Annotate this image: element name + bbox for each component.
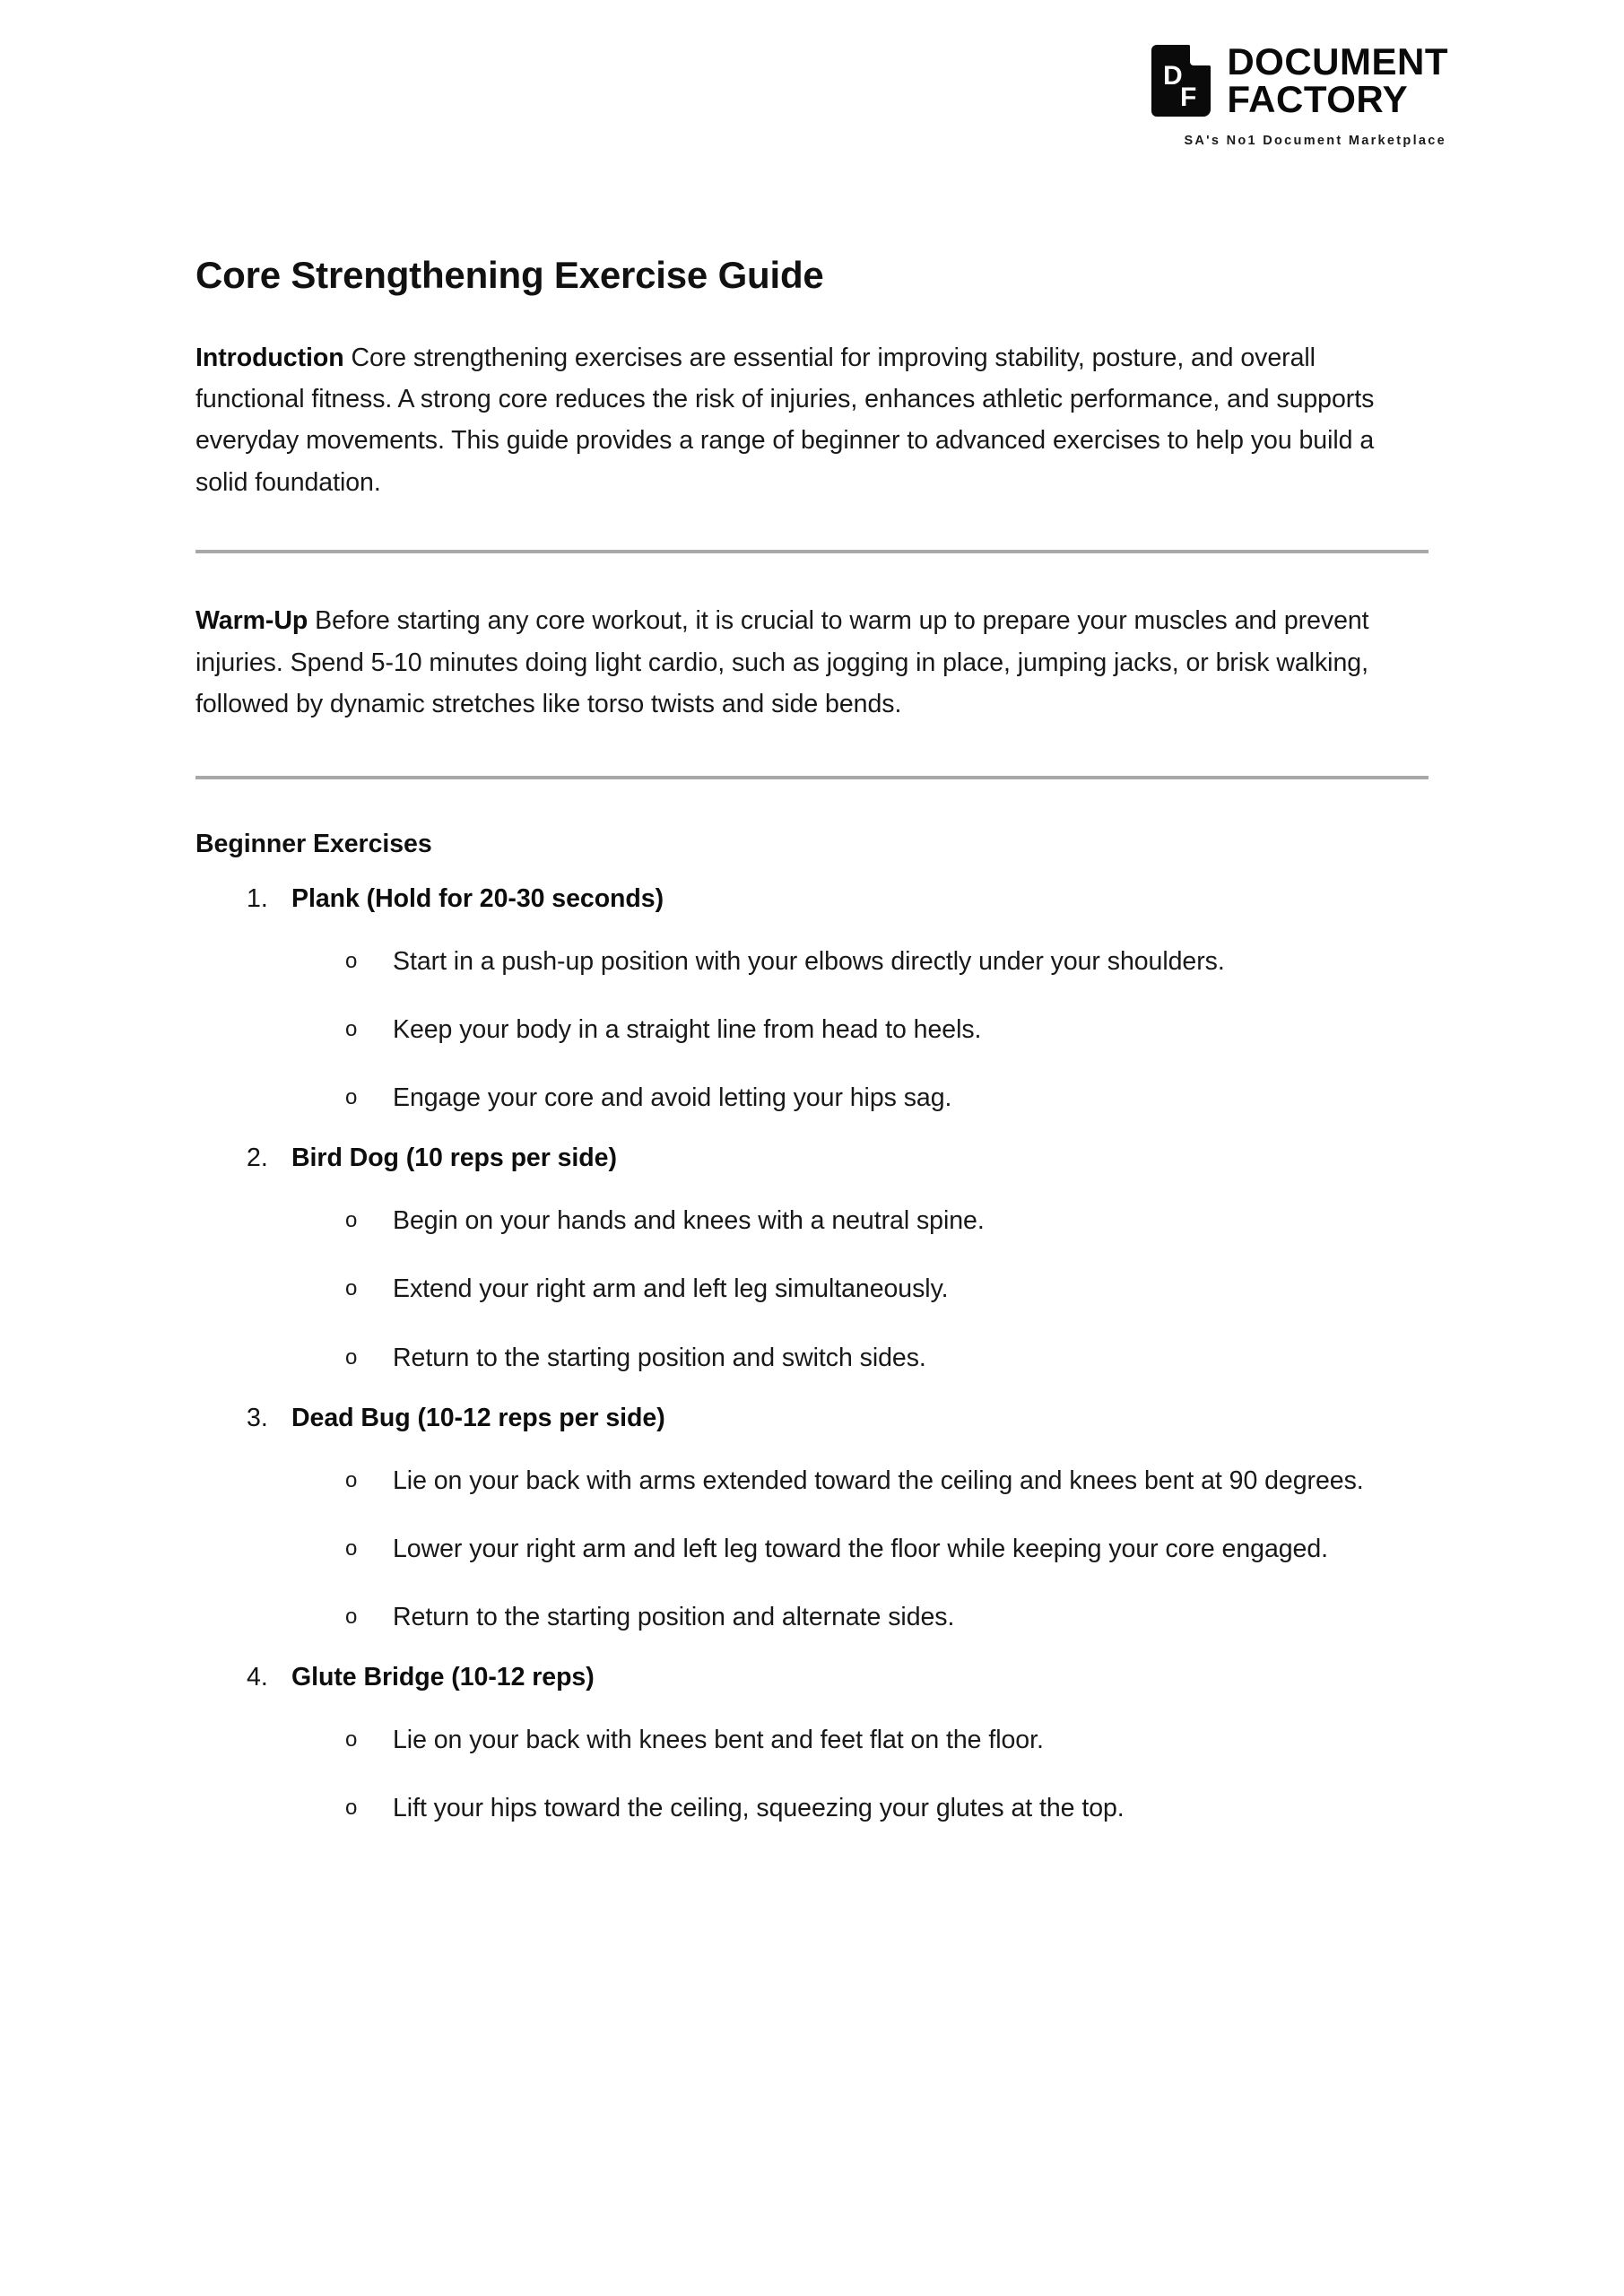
step-text: Extend your right arm and left leg simultaneously.: [393, 1274, 949, 1304]
page-title: Core Strengthening Exercise Guide: [195, 254, 824, 296]
document-file-icon: [1151, 45, 1211, 117]
exercise-heading: [195, 1404, 1429, 1433]
introduction-label: Introduction: [195, 343, 344, 372]
svg-text:D: D: [1163, 60, 1184, 91]
section-divider-2: [195, 776, 1429, 779]
step-text: Start in a push-up position with your elbows directly under your shoulders.: [393, 946, 1225, 976]
circle-bullet-icon: o: [345, 1344, 358, 1370]
list-item: [195, 1337, 1429, 1378]
step-text: Return to the starting position and alternate sides.: [393, 1602, 955, 1631]
exercise-steps: [195, 1460, 1429, 1638]
logo-word-line2: FACTORY: [1227, 77, 1409, 120]
circle-bullet-icon: o: [345, 1016, 358, 1041]
exercise-number: 3.: [247, 1403, 268, 1432]
list-item: [195, 1200, 1429, 1241]
list-item: [195, 1719, 1429, 1761]
exercise-heading: [195, 1663, 1429, 1692]
exercise-steps: [195, 1719, 1429, 1829]
exercise-steps: [195, 941, 1429, 1118]
list-item: [195, 941, 1429, 982]
exercise-heading: [195, 1144, 1429, 1173]
exercise-list: [195, 884, 1429, 1830]
warmup-body: Before starting any core workout, it is crucial to warm up to prepare your muscles and prevent injuries. Spend 5-10 minutes doing light cardio, such as jogging in place, jumping jacks, or brisk walking, followed by dynamic stretches like torso twists and side bends.: [195, 606, 1369, 719]
step-text: Lower your right arm and left leg toward the floor while keeping your core engaged.: [393, 1534, 1329, 1563]
logo-row: [1151, 40, 1448, 120]
list-item: [195, 1663, 1429, 1829]
exercise-name: Plank (Hold for 20-30 seconds): [291, 883, 664, 913]
list-item: [195, 1268, 1429, 1309]
exercise-name: Bird Dog (10 reps per side): [291, 1144, 617, 1173]
warmup-label: Warm-Up: [195, 606, 308, 636]
list-item: [195, 1144, 1429, 1378]
introduction-paragraph: [195, 337, 1429, 504]
exercise-heading: [195, 884, 1429, 914]
circle-bullet-icon: o: [345, 1535, 358, 1561]
circle-bullet-icon: o: [345, 1604, 358, 1629]
exercise-name: Glute Bridge (10-12 reps): [291, 1663, 595, 1692]
svg-text:F: F: [1180, 82, 1197, 112]
list-item: [195, 1460, 1429, 1501]
step-text: Begin on your hands and knees with a neutral spine.: [393, 1206, 985, 1236]
step-text: Return to the starting position and switch sides.: [393, 1343, 926, 1372]
exercise-number: 1.: [247, 883, 268, 913]
step-text: Keep your body in a straight line from head to heels.: [393, 1014, 982, 1044]
document-content: [195, 253, 1429, 1834]
step-text: Engage your core and avoid letting your hips sag.: [393, 1083, 952, 1113]
warmup-paragraph: [195, 600, 1429, 725]
logo-word-line1: DOCUMENT: [1227, 40, 1448, 83]
circle-bullet-icon: o: [345, 1796, 358, 1821]
step-text: Lift your hips toward the ceiling, squeezing your glutes at the top.: [393, 1794, 1125, 1823]
exercise-steps: [195, 1200, 1429, 1378]
circle-bullet-icon: o: [345, 1276, 358, 1301]
exercise-name: Dead Bug (10-12 reps per side): [291, 1403, 665, 1432]
logo-tagline: SA's No1 Document Marketplace: [1184, 134, 1446, 149]
list-item: [195, 1528, 1429, 1570]
logo-wordmark: [1227, 40, 1448, 120]
introduction-body: Core strengthening exercises are essential for improving stability, posture, and overall functional fitness. A strong core reduces the risk of injuries, enhances athletic performance, and supports everyday movements. This guide provides a range of beginner to advanced exercises to help you build a solid foundation.: [195, 343, 1375, 497]
list-item: [195, 1787, 1429, 1829]
circle-bullet-icon: o: [345, 1085, 358, 1110]
list-item: [195, 1596, 1429, 1638]
brand-logo: [1151, 40, 1448, 149]
exercise-number: 2.: [247, 1144, 268, 1173]
list-item: [195, 1404, 1429, 1638]
circle-bullet-icon: o: [345, 1467, 358, 1492]
list-item: [195, 1009, 1429, 1050]
step-text: Lie on your back with knees bent and feet flat on the floor.: [393, 1726, 1044, 1755]
beginner-exercises-heading: Beginner Exercises: [195, 829, 432, 858]
exercise-number: 4.: [247, 1663, 268, 1692]
circle-bullet-icon: o: [345, 1727, 358, 1752]
list-item: [195, 884, 1429, 1118]
list-item: [195, 1077, 1429, 1118]
step-text: Lie on your back with arms extended toward the ceiling and knees bent at 90 degrees.: [393, 1465, 1364, 1495]
circle-bullet-icon: o: [345, 1208, 358, 1233]
circle-bullet-icon: o: [345, 948, 358, 973]
section-divider-1: [195, 550, 1429, 553]
